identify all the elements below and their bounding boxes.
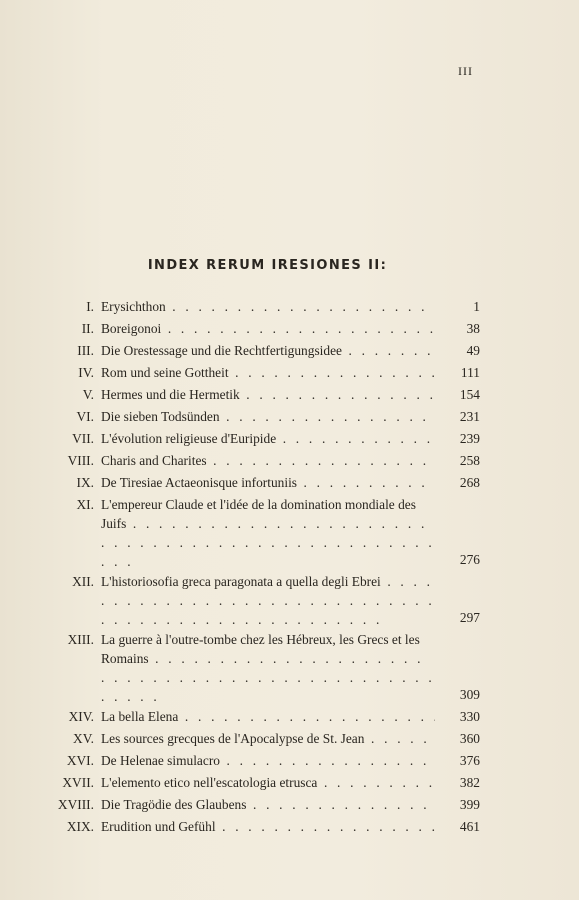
chapter-title-text: Boreigonoi	[101, 321, 162, 336]
chapter-title-text: De Tiresiae Actaeonisque infortuniis	[101, 475, 297, 490]
page-ref: 38	[466, 321, 480, 336]
chapter-number: XII.	[72, 574, 94, 589]
toc-entry	[40, 750, 480, 772]
page-ref: 461	[459, 819, 480, 834]
chapter-title	[101, 816, 435, 838]
chapter-number: III.	[77, 343, 94, 358]
chapter-number: XIV.	[68, 709, 94, 724]
table-of-contents	[40, 296, 480, 838]
chapter-title	[101, 450, 435, 472]
leader-dots	[101, 516, 435, 569]
chapter-number: XIX.	[66, 819, 94, 834]
toc-entry	[40, 384, 480, 406]
leader-dots	[101, 651, 435, 704]
chapter-number: XVIII.	[57, 797, 94, 812]
chapter-title	[101, 629, 435, 706]
page-ref: 1	[473, 299, 480, 314]
toc-entry	[40, 318, 480, 340]
page-ref: 360	[459, 731, 480, 746]
toc-entry	[40, 816, 480, 838]
page-ref: 309	[459, 687, 480, 702]
chapter-title	[101, 794, 435, 816]
page-ref: 154	[459, 387, 480, 402]
chapter-title-text: La bella Elena	[101, 709, 179, 724]
page-ref: 231	[459, 409, 480, 424]
toc-entry	[40, 794, 480, 816]
chapter-number: VI.	[76, 409, 94, 424]
chapter-number: VIII.	[67, 453, 94, 468]
chapter-number: XVI.	[66, 753, 94, 768]
chapter-title-text: La guerre à l'outre-tombe chez les Hébreux, les Grecs et les Romains	[101, 632, 420, 666]
chapter-title-text: L'empereur Claude et l'idée de la domination mondiale des Juifs	[101, 497, 416, 531]
chapter-number: XIII.	[67, 632, 94, 647]
chapter-title-text: Erysichthon	[101, 299, 166, 314]
chapter-number: VII.	[72, 431, 94, 446]
page-ref: 258	[459, 453, 480, 468]
chapter-title-text: Les sources grecques de l'Apocalypse de St. Jean	[101, 731, 365, 746]
page-ref: 330	[459, 709, 480, 724]
toc-entry	[40, 728, 480, 750]
chapter-title-text: De Helenae simulacro	[101, 753, 220, 768]
chapter-number: XI.	[76, 497, 94, 512]
toc-entry	[40, 406, 480, 428]
chapter-title	[101, 772, 435, 794]
page-ref: 376	[459, 753, 480, 768]
toc-entry	[40, 450, 480, 472]
toc-entry	[40, 362, 480, 384]
chapter-title-text: Hermes und die Hermetik	[101, 387, 240, 402]
page-ref: 268	[459, 475, 480, 490]
chapter-number: V.	[82, 387, 94, 402]
page-ref: 297	[459, 610, 480, 625]
chapter-number: II.	[81, 321, 94, 336]
page-ref: 49	[466, 343, 480, 358]
chapter-number: XV.	[73, 731, 94, 746]
chapter-title	[101, 428, 435, 450]
page-ref: 399	[459, 797, 480, 812]
toc-entry	[40, 629, 480, 706]
toc-entry	[40, 772, 480, 794]
page-number: III	[458, 64, 473, 78]
chapter-title	[101, 318, 435, 340]
chapter-title-text: Erudition und Gefühl	[101, 819, 216, 834]
toc-entry	[40, 296, 480, 318]
chapter-title	[101, 750, 435, 772]
chapter-number: I.	[86, 299, 94, 314]
chapter-title	[101, 706, 435, 728]
chapter-title	[101, 362, 435, 384]
chapter-title-text: Charis and Charites	[101, 453, 207, 468]
chapter-number: IV.	[78, 365, 94, 380]
chapter-title	[101, 296, 435, 318]
chapter-number: IX.	[76, 475, 94, 490]
chapter-title	[101, 340, 435, 362]
toc-entry	[40, 571, 480, 629]
chapter-title-text: L'elemento etico nell'escatologia etrusca	[101, 775, 318, 790]
chapter-title	[101, 472, 435, 494]
page-ref: 239	[459, 431, 480, 446]
chapter-title-text: Die Orestessage und die Rechtfertigungsidee	[101, 343, 342, 358]
chapter-title-text: L'évolution religieuse d'Euripide	[101, 431, 277, 446]
chapter-title-text: Die Tragödie des Glaubens	[101, 797, 247, 812]
toc-entry	[40, 340, 480, 362]
toc-entry	[40, 428, 480, 450]
chapter-title	[101, 571, 435, 629]
chapter-title	[101, 728, 435, 750]
chapter-title	[101, 406, 435, 428]
page-ref: 111	[460, 365, 480, 380]
chapter-title-text: Rom und seine Gottheit	[101, 365, 229, 380]
toc-entry	[40, 494, 480, 571]
index-title: INDEX RERUM IRESIONES II:	[147, 258, 388, 273]
page-ref: 276	[459, 552, 480, 567]
page-ref: 382	[459, 775, 480, 790]
chapter-title-text: L'historiosofia greca paragonata a quella degli Ebrei	[101, 574, 381, 589]
toc-entry	[40, 472, 480, 494]
chapter-title	[101, 384, 435, 406]
toc-entry	[40, 706, 480, 728]
chapter-title	[101, 494, 435, 571]
chapter-title-text: Die sieben Todsünden	[101, 409, 220, 424]
chapter-number: XVII.	[62, 775, 94, 790]
